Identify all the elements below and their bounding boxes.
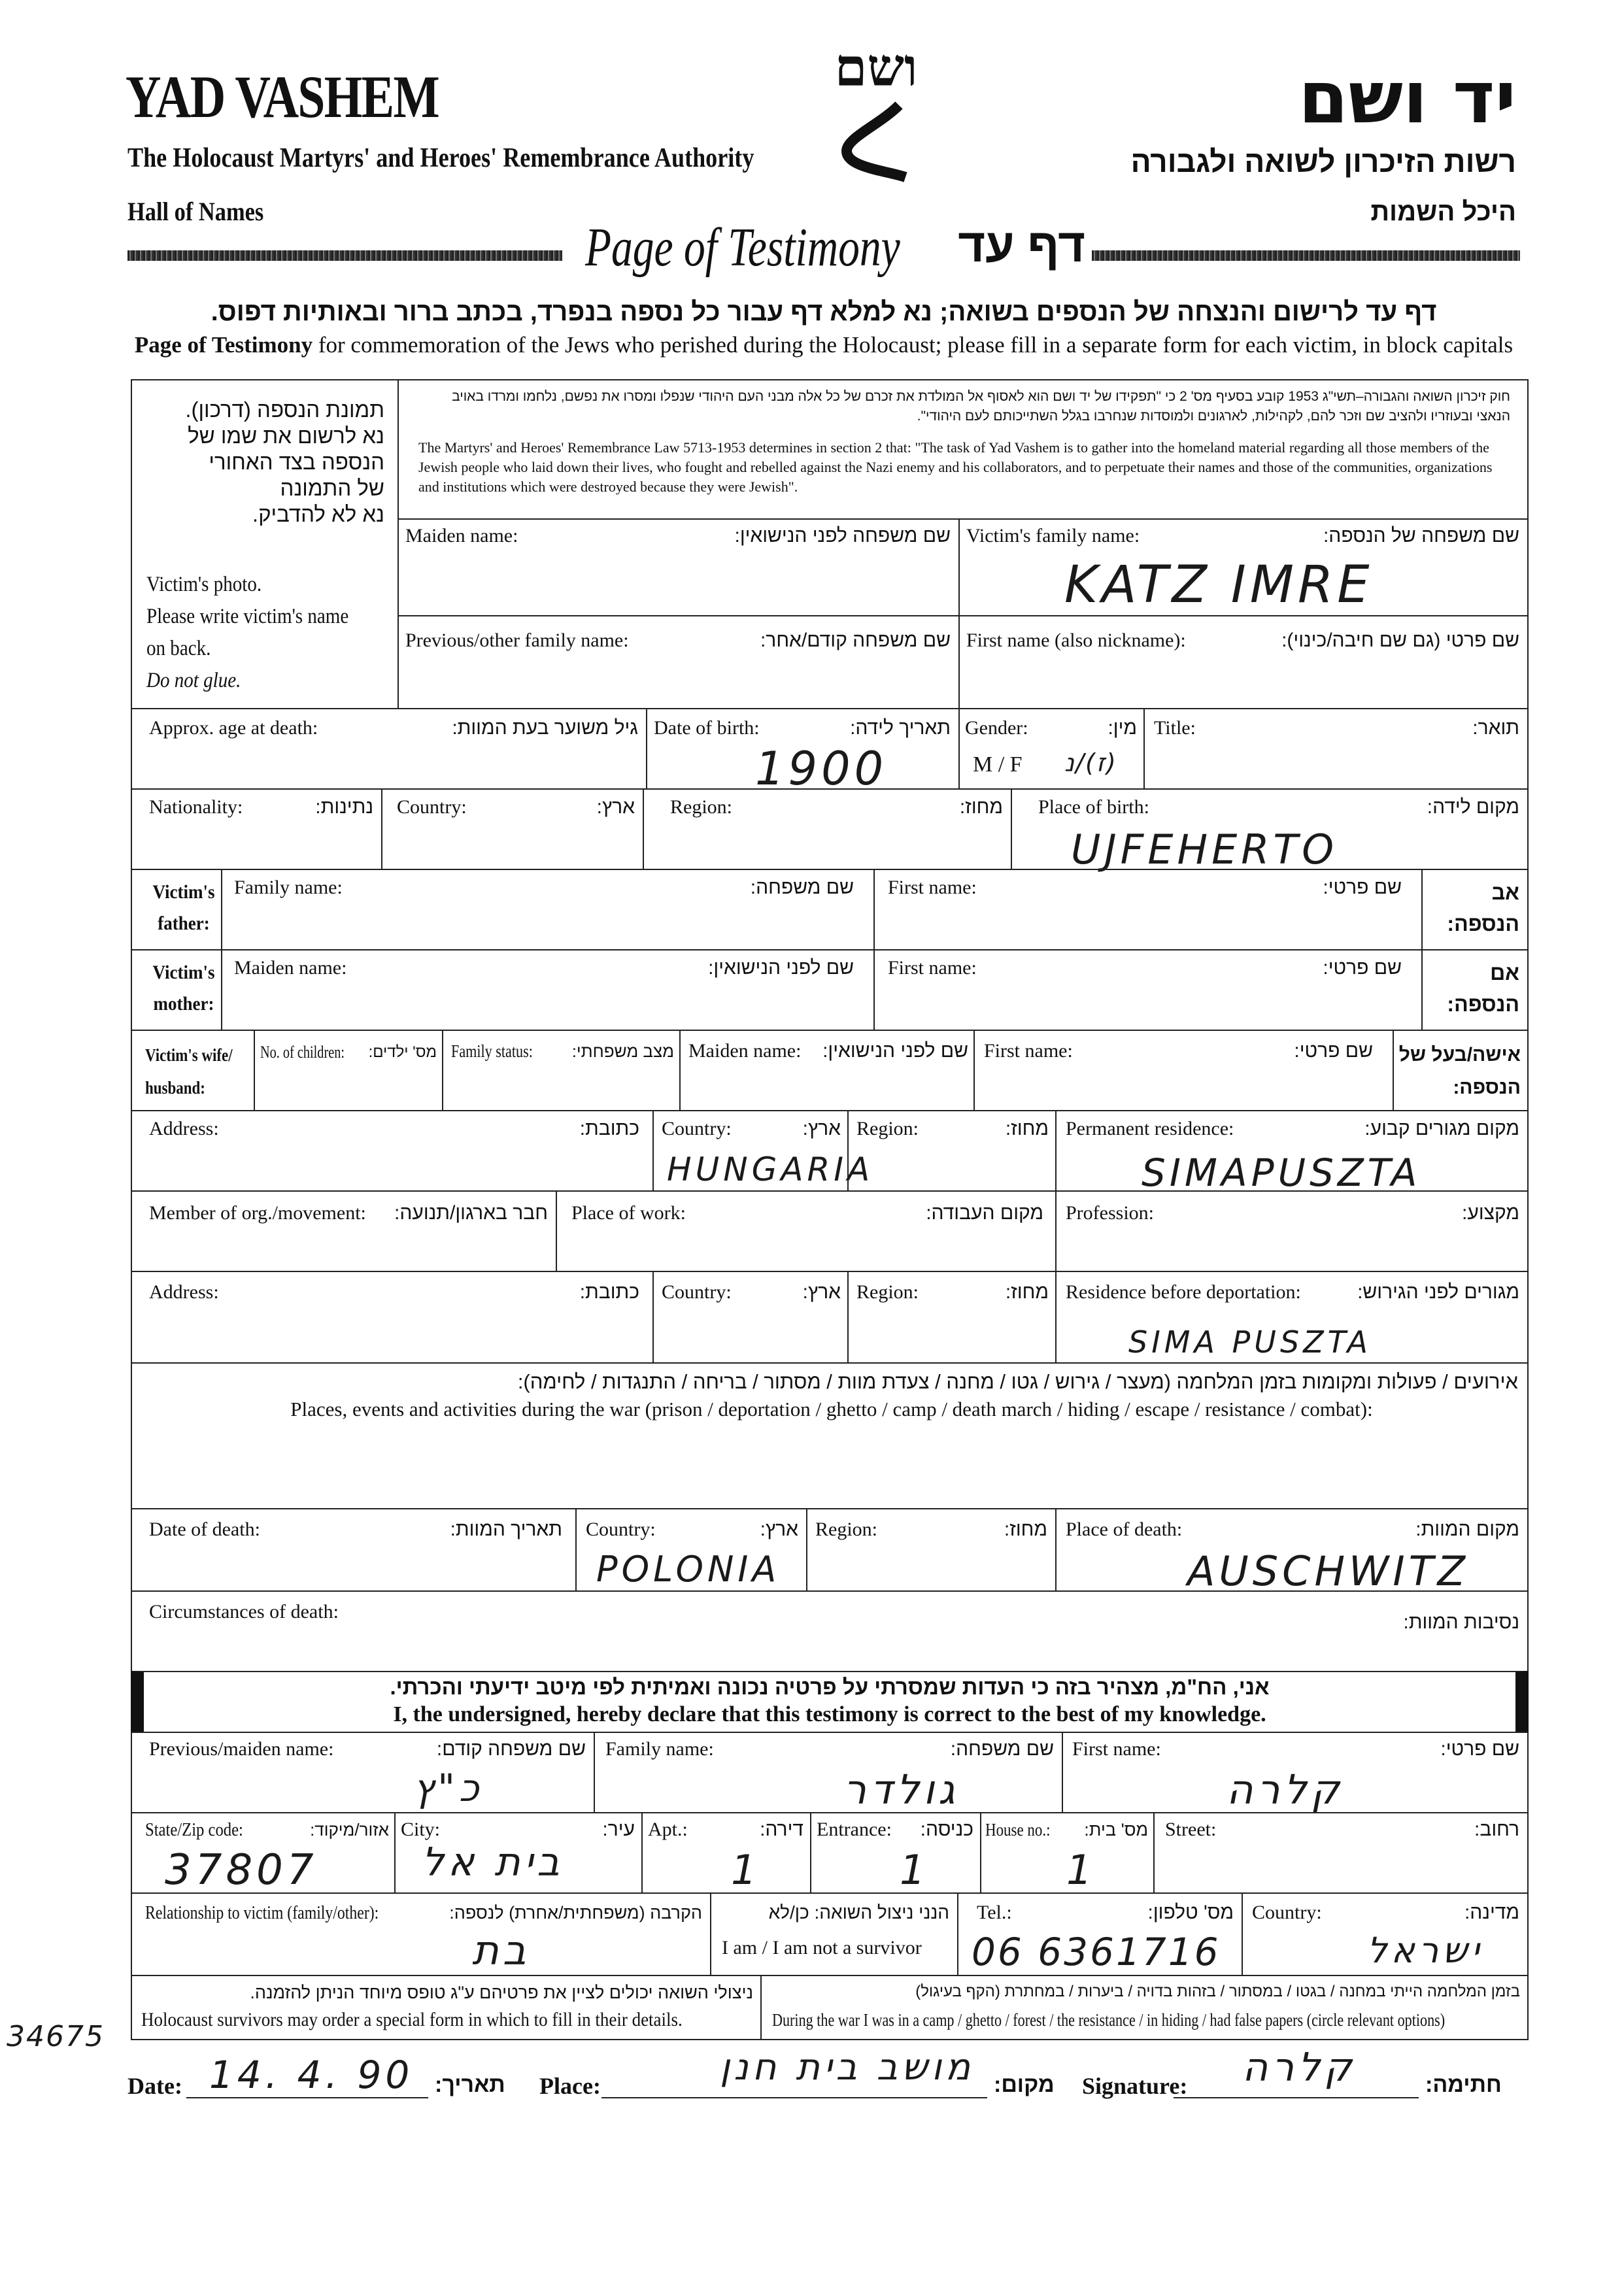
father-first-label-en: First name: (888, 877, 977, 898)
relationship-field[interactable] (131, 1892, 711, 1976)
wartime-status-en: During the war I was in a camp / ghetto / forest / the resistance / in hiding / had false papers (circle relevant options) (772, 2010, 1446, 2030)
wartime-region-field[interactable] (847, 1271, 1057, 1364)
submitter-prev-label-en: Previous/maiden name: (149, 1738, 334, 1760)
mother-maiden-name-field[interactable] (221, 949, 875, 1031)
org-name-en: YAD VASHEM (126, 63, 439, 130)
tel-field[interactable] (957, 1892, 1243, 1976)
date-line[interactable] (186, 2097, 428, 2098)
war-label-he: אירועים / פעולות ומקומות בזמן המלחמה (מעצר / גירוש / גטו / מחנה / צעדת מוות / מסתור / בריחה / התנגדות / לחימה): (517, 1370, 1518, 1393)
submitter-first-label-en: First name: (1072, 1738, 1161, 1760)
place-label-he: מקום: (994, 2072, 1055, 2097)
mother-label-he: אם הנספה: (1447, 961, 1519, 1016)
dob-label-en: Date of birth: (654, 717, 760, 739)
submitter-family-name-field[interactable] (594, 1732, 1063, 1813)
father-label-he-cell (1421, 869, 1529, 950)
entrance-label-he: כניסה: (920, 1819, 973, 1840)
photo-instructions-he (185, 397, 384, 528)
entrance-value: 1 (900, 1846, 930, 1894)
submitter-country-value: ישראל (1367, 1930, 1483, 1971)
prewar-country-label-he: ארץ: (802, 1118, 841, 1139)
dob-value: 1900 (755, 742, 888, 796)
mother-first-label-en: First name: (888, 957, 977, 979)
nationality-label-en: Nationality: (149, 796, 243, 818)
mother-first-label-he: שם פרטי: (1323, 957, 1402, 979)
photo-he-line: של התמונה (280, 476, 384, 500)
father-family-label-en: Family name: (234, 877, 343, 898)
mother-label-cell (131, 949, 222, 1031)
member-org-field[interactable] (131, 1190, 557, 1272)
city-label-he: עיר: (602, 1819, 635, 1840)
signature-label-en: Signature: (1082, 2073, 1188, 2099)
first-name-label-en: First name (also nickname): (966, 630, 1186, 651)
family-status-label-en: Family status: (451, 1041, 533, 1061)
mother-label-en: Victim's mother: (152, 962, 215, 1015)
survivor-note-en: Holocaust survivors may order a special form in which to fill in their details. (141, 2009, 683, 2030)
photo-en-line: on back. (146, 637, 211, 660)
father-family-label-he: שם משפחה: (750, 877, 854, 898)
spouse-label-he-cell (1393, 1030, 1529, 1111)
submitter-first-name-field[interactable] (1062, 1732, 1529, 1813)
pob-label-he: מקום לידה: (1427, 796, 1519, 818)
wartime-country-label-en: Country: (662, 1281, 732, 1303)
perm-label-en: Permanent residence: (1066, 1118, 1234, 1139)
photo-box[interactable] (131, 379, 399, 709)
resdep-value: SIMA PUSZTA (1128, 1324, 1372, 1360)
circumstances-field[interactable] (131, 1590, 1529, 1672)
pod-label-he: מקום המוות: (1415, 1519, 1519, 1540)
org-name-he: יד ושם (1298, 56, 1516, 139)
place-line[interactable] (601, 2097, 987, 2098)
birth-country-field[interactable] (381, 788, 644, 870)
apt-field[interactable] (641, 1812, 811, 1894)
death-region-label-he: מחוז: (1004, 1519, 1047, 1540)
gender-label-he: מין: (1108, 717, 1137, 739)
war-events-field[interactable] (131, 1362, 1529, 1509)
street-field[interactable] (1153, 1812, 1529, 1894)
logo-flame-icon (820, 99, 932, 184)
submitter-prev-name-field[interactable] (131, 1732, 595, 1813)
intro-he: דף עד לרישום והנצחה של הנספים בשואה; נא למלא דף עבור כל נספה בנפרד, בכתב ברור ובאותיות דפוס. (211, 297, 1437, 326)
work-label-en: Place of work: (571, 1202, 686, 1224)
zip-value: 37807 (165, 1846, 318, 1894)
survivor-field[interactable] (710, 1892, 958, 1976)
photo-he-line: הנספה בצד האחורי (209, 450, 384, 474)
birth-country-label-en: Country: (397, 796, 467, 818)
submitter-family-label-he: שם משפחה: (950, 1738, 1054, 1760)
apt-label-en: Apt.: (648, 1819, 688, 1840)
margin-number: 34675 (7, 2020, 105, 2053)
spouse-label-en: Victim's wife/ husband: (145, 1045, 233, 1098)
place-value: מושב בית חנן (720, 2046, 974, 2089)
place-of-death-field[interactable] (1055, 1508, 1529, 1595)
victim-family-label-en: Victim's family name: (966, 525, 1140, 546)
father-first-label-he: שם פרטי: (1323, 877, 1402, 898)
photo-en-line: Victim's photo. (146, 573, 262, 596)
member-label-en: Member of org./movement: (149, 1202, 366, 1224)
law-en: The Martyrs' and Heroes' Remembrance Law 5713-1953 determines in section 2 that: "The task of Yad Vashem is to gather into the homeland material regarding all those members of the Jewish people who laid down their lives, who fought and rebelled against the Nazi enemy and his collaborators, and to perpetuate their names and those of the communities, organizations and institutions which were destroyed because they were Jewish". (418, 439, 1493, 495)
city-label-en: City: (401, 1819, 441, 1840)
mother-label-he-cell (1421, 949, 1529, 1031)
death-country-value: POLONIA (596, 1549, 781, 1590)
prewar-region-field[interactable] (847, 1110, 1057, 1192)
prev-family-label-he: שם משפחה קודם/אחר: (760, 630, 951, 651)
date-value: 14. 4. 90 (209, 2053, 414, 2097)
spouse-first-name-field[interactable] (973, 1030, 1394, 1111)
page-title-en: Page of Testimony (585, 217, 900, 278)
birth-region-field[interactable] (643, 788, 1012, 870)
birth-region-label-en: Region: (670, 796, 732, 818)
submitter-prev-label-he: שם משפחה קודם: (436, 1738, 586, 1760)
mother-maiden-label-en: Maiden name: (234, 957, 347, 979)
gender-label-en: Gender: (965, 717, 1028, 739)
city-value: בית אל (422, 1840, 564, 1885)
wartime-region-label-he: מחוז: (1005, 1281, 1049, 1303)
tel-value: 06 6361716 (972, 1930, 1221, 1974)
declaration-box (131, 1671, 1529, 1733)
relationship-label-he: הקרבה (משפחתית/אחרת) לנספה: (449, 1903, 702, 1923)
profession-field[interactable] (1055, 1190, 1529, 1272)
prewar-country-value: HUNGARIA (667, 1151, 874, 1188)
declaration-en: I, the undersigned, hereby declare that this testimony is correct to the best of my knowledge. (393, 1702, 1266, 1726)
nationality-field[interactable] (131, 788, 382, 870)
age-label-he: גיל משוער בעת המוות: (452, 717, 638, 739)
law-he: חוק זיכרון השואה והגבורה–תשי"ג 1953 קובע בסעיף מס' 2 כי "תפקידו של יד ושם הוא לאסוף אל המולדת את זכרם של כל אלה מבני העם היהודי שנפלו ומסרו את נפשם, נלחמו ומרדו באויב הנאצי ובעוזריו ולהציב שם וזכר להם, לקהילות, לארגונים ולמוסדות שנחרבו בגלל השתייכותם לעם היהודי". (452, 389, 1510, 424)
profession-label-he: מקצוע: (1462, 1202, 1519, 1224)
apt-label-he: דירה: (760, 1819, 804, 1840)
spouse-maiden-field[interactable] (679, 1030, 975, 1111)
entrance-label-en: Entrance: (817, 1819, 892, 1840)
dept-he: היכל השמות (1370, 197, 1516, 226)
spouse-first-label-he: שם פרטי: (1294, 1040, 1373, 1062)
tel-label-he: מס' טלפון: (1147, 1902, 1234, 1923)
age-at-death-field[interactable] (131, 708, 647, 790)
street-label-he: רחוב: (1474, 1819, 1519, 1840)
org-subtitle-he: רשות הזיכרון לשואה ולגבורה (1130, 144, 1516, 178)
father-label-en: Victim's father: (152, 881, 215, 934)
father-family-name-field[interactable] (221, 869, 875, 950)
wartime-status-field[interactable] (760, 1975, 1529, 2040)
prewar-region-label-he: מחוז: (1005, 1118, 1049, 1139)
house-no-field[interactable] (980, 1812, 1155, 1894)
children-field[interactable] (254, 1030, 443, 1111)
spouse-label-he: אישה/בעל של הנספה: (1398, 1044, 1521, 1098)
place-of-birth-field[interactable] (1011, 788, 1529, 873)
zip-label-he: אזור/מיקוד: (310, 1820, 389, 1840)
org-subtitle-en: The Holocaust Martyrs' and Heroes' Remembrance Authority (127, 143, 754, 173)
gender-mark: (ז)/נ (1064, 748, 1117, 777)
prewar-address-field[interactable] (131, 1110, 654, 1192)
death-country-label-he: ארץ: (760, 1519, 798, 1540)
title-bar-right (1092, 250, 1520, 261)
submitter-country-label-en: Country: (1252, 1902, 1322, 1923)
place-of-work-field[interactable] (556, 1190, 1057, 1272)
relationship-label-en: Relationship to victim (family/other): (145, 1902, 379, 1923)
submitter-family-label-en: Family name: (605, 1738, 714, 1760)
address-label-en: Address: (149, 1118, 219, 1139)
victim-family-value: KATZ IMRE (1064, 556, 1374, 614)
intro-en-rest: for commemoration of the Jews who perished during the Holocaust; please fill in a separate form for each victim, in block capitals (313, 332, 1514, 358)
spouse-first-label-en: First name: (984, 1040, 1073, 1062)
pob-label-en: Place of birth: (1038, 796, 1149, 818)
photo-he-line: נא לא להדביק. (252, 502, 384, 526)
work-label-he: מקום העבודה: (926, 1202, 1043, 1224)
wartime-country-label-he: ארץ: (802, 1281, 841, 1303)
photo-he-line: תמונת הנספה (דרכון). (185, 397, 384, 422)
pod-label-en: Place of death: (1066, 1519, 1183, 1540)
spouse-maiden-label-he: שם לפני הנישואין: (822, 1040, 968, 1062)
wartime-region-label-en: Region: (856, 1281, 919, 1303)
house-label-he: מס' בית: (1084, 1820, 1148, 1840)
resdep-label-en: Residence before deportation: (1066, 1281, 1301, 1303)
city-field[interactable] (394, 1812, 643, 1894)
permanent-residence-field[interactable] (1055, 1110, 1529, 1195)
submitter-prev-value: כ"ץ (413, 1766, 483, 1810)
wartime-address-label-en: Address: (149, 1281, 219, 1303)
war-label-en: Places, events and activities during the war (prison / deportation / ghetto / camp / death march / hiding / escape / resistance / combat): (290, 1398, 1373, 1420)
family-status-field[interactable] (442, 1030, 681, 1111)
survivor-note-he: ניצולי השואה יכולים לציין את פרטיהם ע"ג טופס מיוחד הניתן להזמנה. (250, 1983, 753, 2002)
resdep-label-he: מגורים לפני הגירוש: (1357, 1281, 1519, 1303)
date-of-death-field[interactable] (131, 1508, 577, 1592)
page-title-he: דף עד (958, 220, 1085, 272)
signature-value: קלרה (1242, 2045, 1356, 2091)
photo-en-line: Do not glue. (146, 669, 241, 692)
date-label-en: Date: (127, 2073, 182, 2099)
declaration-he: אני, הח"מ, מצהיר בזה כי העדות שמסרתי על פרטיה נכונה ואמיתית לפי מיטב ידיעתי והכרתי. (390, 1675, 1270, 1699)
address-label-he: כתובת: (579, 1118, 639, 1139)
birth-country-label-he: ארץ: (596, 796, 635, 818)
street-label-en: Street: (1165, 1819, 1217, 1840)
previous-family-name-field[interactable] (398, 615, 960, 709)
father-label-cell (131, 869, 222, 950)
birth-region-label-he: מחוז: (959, 796, 1003, 818)
family-status-label-he: מצב משפחתי: (571, 1041, 674, 1061)
gender-options: M / F (973, 752, 1023, 777)
relationship-value: בת (472, 1926, 530, 1974)
survivor-label-he: הנני ניצול השואה: כן/לא (768, 1902, 949, 1923)
zip-label-en: State/Zip code: (145, 1819, 243, 1840)
survivor-form-note (131, 1975, 762, 2040)
victim-family-label-he: שם משפחה של הנספה: (1323, 525, 1519, 546)
submitter-first-value: קלרה (1226, 1766, 1344, 1813)
death-country-field[interactable] (575, 1508, 807, 1592)
circ-label-he: נסיבות המוות: (1403, 1611, 1519, 1633)
perm-value: SIMAPUSZTA (1142, 1151, 1421, 1195)
prewar-region-label-en: Region: (856, 1118, 919, 1139)
father-first-name-field[interactable] (873, 869, 1423, 950)
death-region-field[interactable] (806, 1508, 1057, 1592)
survivor-label-en: I am / I am not a survivor (722, 1937, 922, 1958)
father-label-he: אב הנספה: (1447, 881, 1519, 935)
perm-label-he: מקום מגורים קבוע: (1364, 1118, 1519, 1139)
submitter-country-label-he: מדינה: (1464, 1902, 1519, 1923)
zip-field[interactable] (131, 1812, 396, 1894)
photo-instructions-en (146, 569, 348, 697)
intro-en (131, 332, 1517, 358)
yad-vashem-logo (820, 39, 932, 190)
apt-value: 1 (731, 1846, 761, 1894)
pob-value: UJFEHERTO (1071, 826, 1338, 873)
prev-family-label-en: Previous/other family name: (405, 630, 629, 651)
wartime-country-field[interactable] (652, 1271, 849, 1364)
tel-label-en: Tel.: (977, 1902, 1012, 1923)
signature-line[interactable] (1174, 2097, 1419, 2098)
dob-label-he: תאריך לידה: (850, 717, 951, 739)
date-of-birth-field[interactable] (646, 708, 960, 796)
wartime-status-he: בזמן המלחמה הייתי במחנה / בגטו / במסתור / בזהות בדויה / ביערות / במחתרת (הקף בעיגול) (915, 1983, 1520, 2000)
spouse-maiden-label-en: Maiden name: (688, 1040, 802, 1062)
pod-value: AUSCHWITZ (1187, 1547, 1469, 1595)
death-country-label-en: Country: (586, 1519, 656, 1540)
victim-family-name-field[interactable] (958, 518, 1529, 616)
signature-label-he: חתימה: (1425, 2072, 1502, 2097)
residence-before-deportation-field[interactable] (1055, 1271, 1529, 1364)
first-name-label-he: שם פרטי (גם שם חיבה/כינוי): (1281, 630, 1519, 651)
house-label-en: House no.: (985, 1820, 1051, 1840)
death-region-label-en: Region: (815, 1519, 877, 1540)
spouse-label-cell (131, 1030, 255, 1111)
place-label-en: Place: (539, 2073, 601, 2099)
mother-maiden-label-he: שם לפני הנישואין: (708, 957, 854, 979)
photo-he-line: נא לרשום את שמו של (188, 424, 384, 448)
first-name-field[interactable] (958, 615, 1529, 709)
house-no-value: 1 (1066, 1846, 1096, 1894)
children-label-en: No. of children: (260, 1043, 345, 1062)
intro-en-bold: Page of Testimony (134, 332, 313, 358)
prewar-country-field[interactable] (652, 1110, 874, 1192)
date-label-he: תאריך: (435, 2072, 505, 2097)
title-bar-left (127, 250, 562, 261)
title-label-en: Title: (1154, 717, 1196, 739)
entrance-field[interactable] (810, 1812, 981, 1894)
submitter-country-field[interactable] (1242, 1892, 1529, 1976)
nationality-label-he: נתינות: (315, 796, 373, 818)
maiden-name-label-he: שם משפחה לפני הנישואין: (734, 525, 951, 546)
dod-label-en: Date of death: (149, 1519, 260, 1540)
dept-en: Hall of Names (127, 197, 264, 226)
profession-label-en: Profession: (1066, 1202, 1154, 1224)
title-label-he: תואר: (1472, 717, 1519, 739)
circ-label-en: Circumstances of death: (149, 1601, 339, 1622)
photo-en-line: Please write victim's name (146, 605, 349, 628)
children-label-he: מס' ילדים: (368, 1043, 437, 1061)
member-label-he: חבר בארגון/תנועה: (394, 1202, 548, 1224)
maiden-name-label-en: Maiden name: (405, 525, 518, 546)
maiden-name-field[interactable] (398, 518, 960, 616)
submitter-first-label-he: שם פרטי: (1440, 1738, 1519, 1760)
logo-letters: ושם (834, 40, 918, 97)
dod-label-he: תאריך המוות: (450, 1519, 562, 1540)
gender-field[interactable] (958, 708, 1145, 790)
age-label-en: Approx. age at death: (149, 717, 318, 739)
mother-first-name-field[interactable] (873, 949, 1423, 1031)
prewar-country-label-en: Country: (662, 1118, 732, 1139)
wartime-address-field[interactable] (131, 1271, 654, 1364)
law-box (398, 379, 1529, 520)
submitter-family-value: גולדר (843, 1766, 959, 1813)
wartime-address-label-he: כתובת: (579, 1281, 639, 1303)
title-field[interactable] (1143, 708, 1529, 790)
